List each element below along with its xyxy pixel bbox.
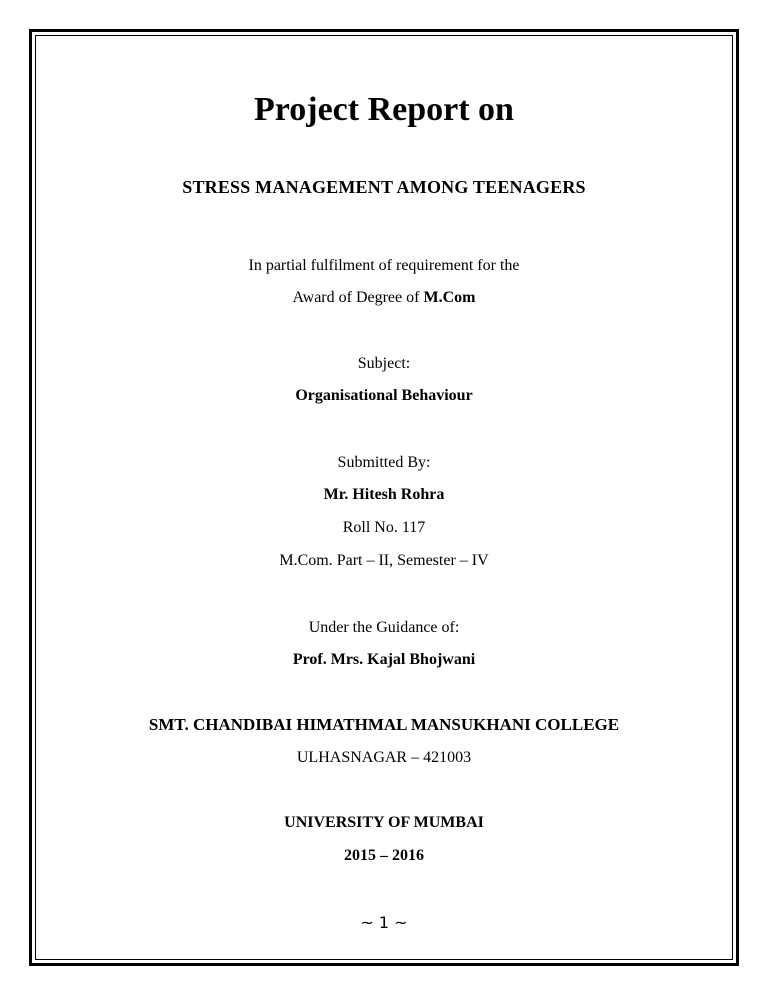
college-name: SMT. CHANDIBAI HIMATHMAL MANSUKHANI COLLEGE [148,715,620,734]
submitted-label: Submitted By: [337,454,431,471]
course-semester: M.Com. Part – II, Semester – IV [279,552,489,569]
report-topic: STRESS MANAGEMENT AMONG TEENAGERS [182,177,586,197]
university-name: UNIVERSITY OF MUMBAI [284,814,484,831]
degree-name: M.Com [423,289,476,306]
roll-number: Roll No. 117 [342,519,426,536]
report-title: Project Report on [254,91,514,128]
subject-value: Organisational Behaviour [295,387,473,404]
academic-year: 2015 – 2016 [344,847,424,864]
guidance-label: Under the Guidance of: [308,619,460,636]
college-city: ULHASNAGAR – 421003 [296,749,472,766]
degree-line [0,290,768,306]
requirement-line: In partial fulfilment of requirement for the [248,257,520,274]
page-number: ~ 1 ~ [360,913,408,932]
degree-prefix: Award of Degree of [292,289,424,306]
subject-label: Subject: [357,355,411,372]
student-name: Mr. Hitesh Rohra [323,486,445,503]
guide-name: Prof. Mrs. Kajal Bhojwani [292,651,476,668]
